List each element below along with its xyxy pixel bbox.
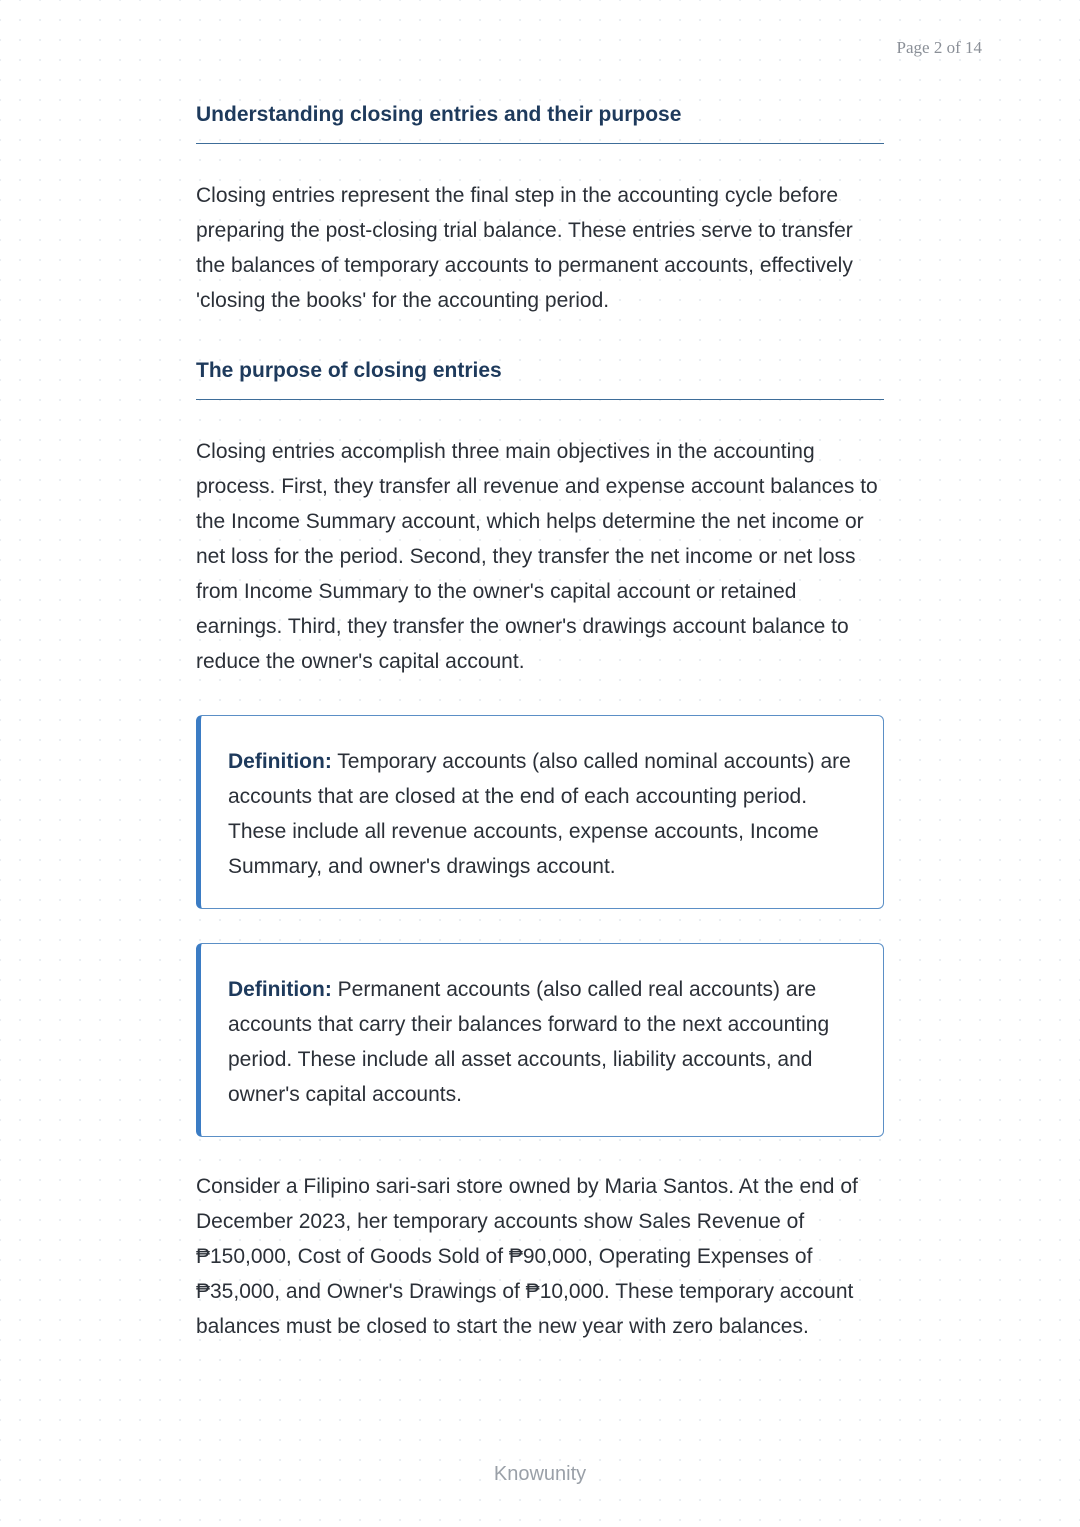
purpose-paragraph: Closing entries accomplish three main objectives in the accounting process. First, they transfer all revenue and expense account balances to the Income Summary account, which helps determine the net income or net loss for the period. Second, they transfer the net income or net loss from Income Summary to the owner's capital account or retained earnings. Third, they transfer the owner's drawings account balance to reduce the owner's capital account. xyxy=(196,440,878,673)
intro-paragraph: Closing entries represent the final step in the accounting cycle before preparing the post-closing trial balance. These entries serve to transfer the balances of temporary accounts to permanent accounts, effectively 'closing the books' for the accounting period. xyxy=(196,184,853,312)
definition-box-temporary-accounts xyxy=(196,715,884,909)
definition-label: Definition: xyxy=(228,750,332,773)
definition-box-permanent-accounts xyxy=(196,943,884,1137)
example-paragraph: Consider a Filipino sari-sari store owned by Maria Santos. At the end of December 2023, her temporary accounts show Sales Revenue of ₱150,000, Cost of Goods Sold of ₱90,000, Operating Expenses of ₱35,000, and Owner's Drawings of ₱10,000. These temporary account balances must be closed to start the new year with zero balances. xyxy=(196,1175,858,1338)
definition-text xyxy=(228,972,853,1112)
section-heading-understanding-closing-entries: Understanding closing entries and their purpose xyxy=(196,98,884,144)
document-content xyxy=(196,98,884,1344)
section-heading-purpose: The purpose of closing entries xyxy=(196,354,884,400)
definition-text xyxy=(228,744,853,884)
definition-body: Temporary accounts (also called nominal accounts) are accounts that are closed at the end of each accounting period. These include all revenue accounts, expense accounts, Income Summary, and owner's drawings account. xyxy=(228,750,851,878)
footer-brand: Knowunity xyxy=(493,1463,587,1485)
page-number: Page 2 of 14 xyxy=(896,38,982,57)
definition-label: Definition: xyxy=(228,978,332,1001)
definition-body: Permanent accounts (also called real accounts) are accounts that carry their balances forward to the next accounting period. These include all asset accounts, liability accounts, and owner's capital accounts. xyxy=(228,978,830,1106)
